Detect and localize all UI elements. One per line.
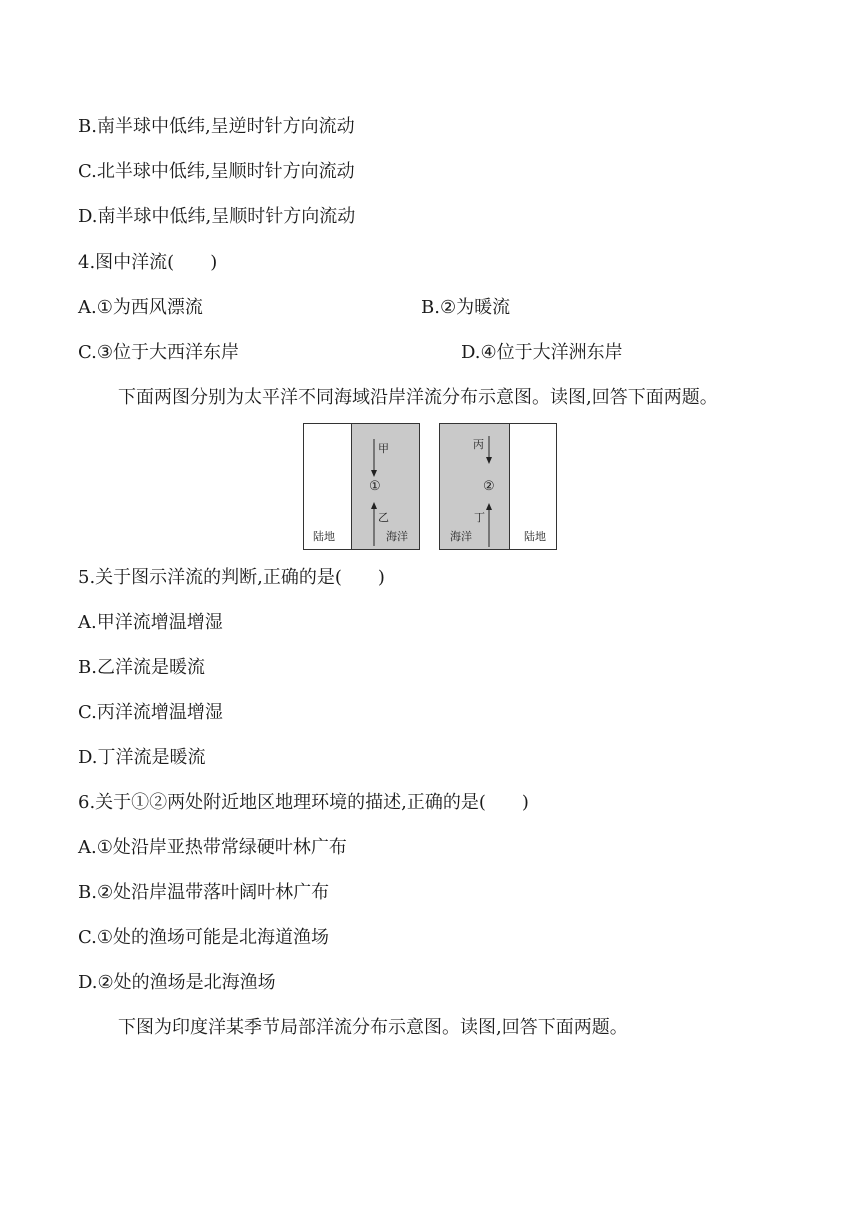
- current-bing-label: 丙: [473, 438, 484, 451]
- circle-1-label: ①: [369, 479, 381, 494]
- sea-label-left: 海洋: [386, 530, 408, 543]
- q4-stem: 4.图中洋流( ): [78, 252, 218, 273]
- q6-option-a: A.①处沿岸亚热带常绿硬叶林广布: [78, 837, 347, 858]
- q5-option-d: D.丁洋流是暖流: [78, 747, 206, 768]
- arrow-down-right: [485, 436, 493, 466]
- q3-option-c: C.北半球中低纬,呈顺时针方向流动: [78, 161, 355, 182]
- sea-label-right: 海洋: [450, 530, 472, 543]
- q6-option-d: D.②处的渔场是北海渔场: [78, 972, 276, 993]
- q3-option-b: B.南半球中低纬,呈逆时针方向流动: [78, 116, 355, 137]
- q3-option-d: D.南半球中低纬,呈顺时针方向流动: [78, 206, 356, 227]
- q5-stem: 5.关于图示洋流的判断,正确的是( ): [78, 567, 385, 588]
- q4-option-d: D.④位于大洋洲东岸: [461, 342, 623, 363]
- q6-stem: 6.关于①②两处附近地区地理环境的描述,正确的是( ): [78, 792, 529, 813]
- circle-2-label: ②: [483, 479, 495, 494]
- q4-option-a: A.①为西风漂流: [78, 297, 203, 318]
- arrow-up-right: [485, 502, 493, 547]
- q4-option-c: C.③位于大西洋东岸: [78, 342, 239, 363]
- land-label-right: 陆地: [524, 530, 546, 543]
- current-diagram-left: [303, 423, 420, 550]
- arrow-up-left: [370, 501, 378, 546]
- intro-ocean-currents-pacific: 下面两图分别为太平洋不同海域沿岸洋流分布示意图。读图,回答下面两题。: [118, 387, 718, 408]
- land-label-left: 陆地: [313, 530, 335, 543]
- q5-option-b: B.乙洋流是暖流: [78, 657, 205, 678]
- q6-option-b: B.②处沿岸温带落叶阔叶林广布: [78, 882, 330, 903]
- q6-option-c: C.①处的渔场可能是北海道渔场: [78, 927, 329, 948]
- q5-option-c: C.丙洋流增温增湿: [78, 702, 223, 723]
- current-yi-label: 乙: [378, 511, 389, 524]
- q5-option-a: A.甲洋流增温增湿: [78, 612, 223, 633]
- q4-option-b: B.②为暖流: [421, 297, 511, 318]
- current-ding-label: 丁: [474, 511, 485, 524]
- intro-indian-ocean: 下图为印度洋某季节局部洋流分布示意图。读图,回答下面两题。: [118, 1017, 628, 1038]
- current-diagram-right: [439, 423, 557, 550]
- current-jia-label: 甲: [378, 442, 389, 455]
- arrow-down-left: [370, 439, 378, 479]
